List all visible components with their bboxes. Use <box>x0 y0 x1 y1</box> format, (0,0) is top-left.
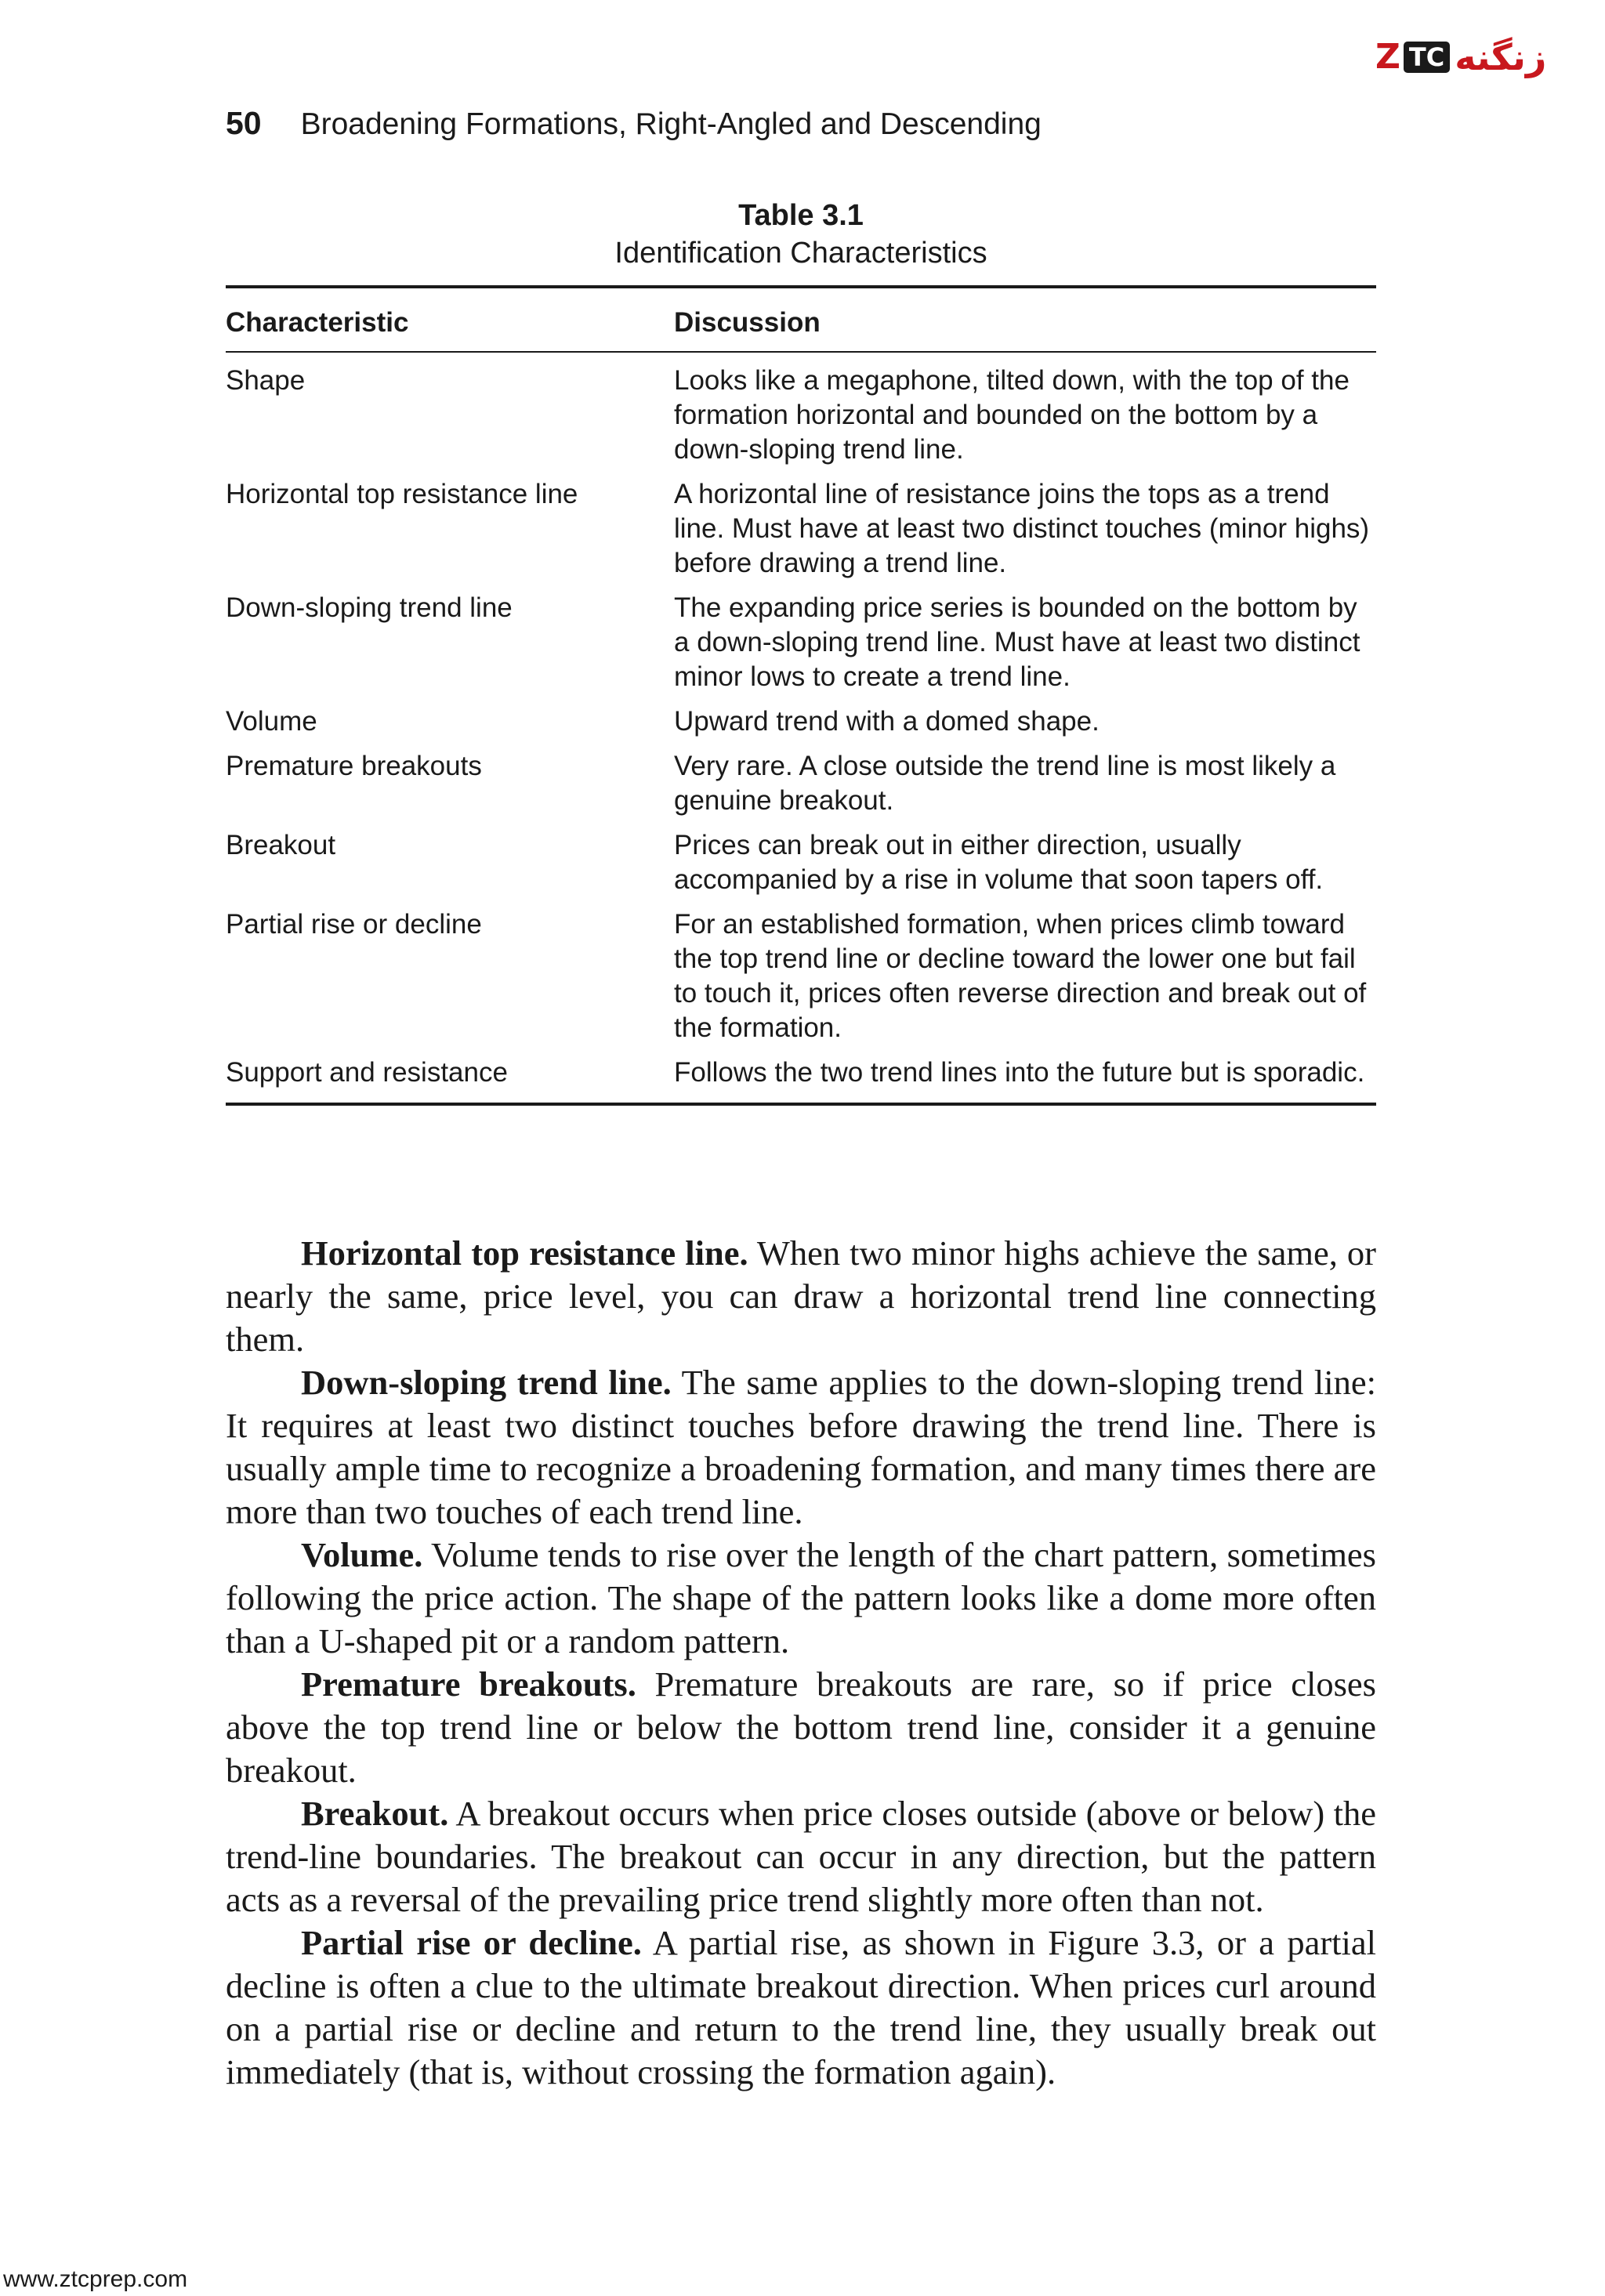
table-row <box>226 352 1376 473</box>
table-row <box>226 700 1376 744</box>
paragraph-text: Volume tends to rise over the length of the chart pattern, sometimes following the price action. The shape of the pattern looks like a dome more often than a U-shaped pit or a random pattern. <box>226 1535 1376 1660</box>
logo-letter: Z <box>1375 37 1400 77</box>
paragraph-heading: Premature breakouts. <box>301 1664 636 1704</box>
page-number: 50 <box>226 105 262 141</box>
table-header-row <box>226 287 1376 352</box>
paragraph <box>226 1232 1376 1361</box>
paragraph-text: A breakout occurs when price closes outside (above or below) the trend-line boundaries. The breakout can occur in any direction, but the pattern acts as a reversal of the prevailing price trend slightly more often than not. <box>226 1794 1376 1919</box>
characteristic-cell: Premature breakouts <box>226 751 482 781</box>
characteristic-cell: Down-sloping trend line <box>226 592 513 623</box>
paragraph-heading: Volume. <box>301 1535 423 1574</box>
table-row <box>226 473 1376 586</box>
characteristic-cell: Horizontal top resistance line <box>226 479 578 509</box>
discussion-cell: Follows the two trend lines into the future but is sporadic. <box>674 1057 1365 1088</box>
paragraph-text: The same applies to the down-sloping trend line: It requires at least two distinct touches before drawing the trend line. There is usually ample time to recognize a broadening formation, and many times there are more than two touches of each trend line. <box>226 1363 1376 1531</box>
discussion-cell: Very rare. A close outside the trend line is most likely a genuine breakout. <box>674 751 1336 816</box>
chapter-title: Broadening Formations, Right-Angled and Descending <box>300 107 1042 141</box>
discussion-cell: A horizontal line of resistance joins the tops as a trend line. Must have at least two distinct touches (minor highs) before drawing a trend line. <box>674 479 1370 578</box>
characteristic-cell: Support and resistance <box>226 1057 508 1088</box>
paragraph-heading: Horizontal top resistance line. <box>301 1233 748 1273</box>
characteristic-cell: Volume <box>226 706 317 737</box>
publisher-logo <box>1375 34 1571 80</box>
paragraph-heading: Partial rise or decline. <box>301 1923 642 1962</box>
table-subtitle: Identification Characteristics <box>614 237 987 270</box>
characteristics-table <box>226 285 1376 1106</box>
paragraph <box>226 1792 1376 1921</box>
characteristic-cell: Shape <box>226 365 306 396</box>
paragraph <box>226 1361 1376 1534</box>
discussion-cell: Looks like a megaphone, tilted down, with the top of the formation horizontal and bounded on the bottom by a down-sloping trend line. <box>674 365 1350 465</box>
paragraph-heading: Breakout. <box>301 1794 449 1833</box>
table-row <box>226 1051 1376 1104</box>
paragraph <box>226 1534 1376 1663</box>
logo-wordmark: زنگنه <box>1455 36 1547 78</box>
discussion-cell: The expanding price series is bounded on the bottom by a down-sloping trend line. Must have at least two distinct minor lows to create a trend line. <box>674 592 1360 692</box>
paragraph <box>226 1921 1376 2094</box>
discussion-cell: For an established formation, when prices climb toward the top trend line or decline toward the lower one but fail to touch it, prices often reverse direction and break out of the formation. <box>674 909 1367 1043</box>
paragraph-text: A partial rise, as shown in Figure 3.3, or a partial decline is often a clue to the ultimate breakout direction. When prices curl around on a partial rise or decline and return to the trend line, they usually break out immediately (that is, without crossing the formation again). <box>226 1923 1376 2091</box>
column-header-characteristic: Characteristic <box>226 307 409 338</box>
table-row <box>226 744 1376 824</box>
paragraph <box>226 1663 1376 1792</box>
table-row <box>226 824 1376 903</box>
table-row <box>226 586 1376 700</box>
paragraph-text: When two minor highs achieve the same, or nearly the same, price level, you can draw a horizontal trend line connecting them. <box>226 1233 1376 1359</box>
paragraph-heading: Down-sloping trend line. <box>301 1363 672 1402</box>
paragraph-text: Premature breakouts are rare, so if price closes above the top trend line or below the bottom trend line, consider it a genuine breakout. <box>226 1664 1376 1790</box>
running-header <box>226 105 1042 149</box>
discussion-cell: Prices can break out in either direction, usually accompanied by a rise in volume that soon tapers off. <box>674 830 1324 895</box>
body-text <box>226 1232 1376 2094</box>
characteristic-cell: Breakout <box>226 830 336 860</box>
column-header-discussion: Discussion <box>674 307 821 338</box>
characteristic-cell: Partial rise or decline <box>226 909 482 940</box>
discussion-cell: Upward trend with a domed shape. <box>674 706 1100 737</box>
footer-url: www.ztcprep.com <box>3 2266 188 2292</box>
logo-box: TC <box>1404 42 1450 73</box>
table-title: Table 3.1 <box>738 199 864 232</box>
table-row <box>226 903 1376 1051</box>
